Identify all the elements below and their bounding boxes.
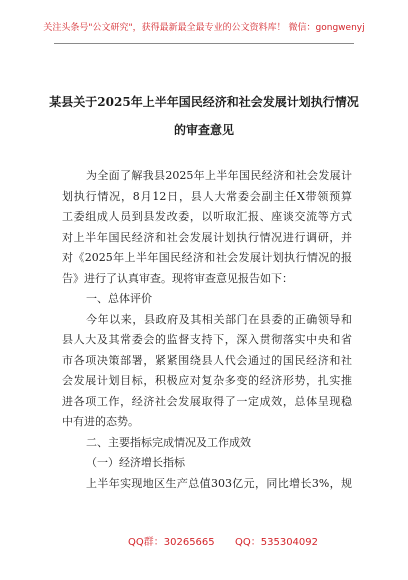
paragraph-line: 中有进的态势。 xyxy=(62,415,139,428)
paragraph-line: 告》进行了认真审查。现将审查意见报告如下： xyxy=(62,271,293,285)
header-promo-note: 关注头条号"公文研究"，获得最新最全最专业的公文资料库！ 微信：gongwenyj xyxy=(43,23,365,33)
paragraph-line: 为全面了解我县2025年上半年国民经济和社会发展计 xyxy=(86,169,352,182)
footer-qq-number: QQ：535304092 xyxy=(235,537,319,548)
paragraph-line: 进各项工作，经济社会发展取得了一定成效，总体呈现稳 xyxy=(62,394,352,408)
paragraph-line: 上半年实现地区生产总值303亿元，同比增长3%，规 xyxy=(86,476,352,490)
document-title-line-1: 某县关于2025年上半年国民经济和社会发展计划执行情况 xyxy=(49,95,359,109)
paragraph-line: 对《2025年上半年国民经济和社会发展计划执行情况的报 xyxy=(62,251,352,264)
paragraph-line: 划执行情况，8月12日，县人大常委会副主任X带领预算 xyxy=(62,189,352,203)
header-divider xyxy=(54,43,354,44)
paragraph-line: 会发展计划目标，积极应对复杂多变的经济形势，扎实推 xyxy=(62,374,352,387)
paragraph-line: 今年以来，县政府及其相关部门在县委的正确领导和 xyxy=(86,312,352,326)
paragraph-line: 工委组成人员到县发改委，以听取汇报、座谈交流等方式 xyxy=(62,210,352,223)
document-title-line-2: 的审查意见 xyxy=(173,123,234,137)
paragraph-line: 市各项决策部署，紧紧围绕县人代会通过的国民经济和社 xyxy=(62,353,352,367)
section-heading-2: 二、主要指标完成情况及工作成效 xyxy=(86,435,251,449)
document-body xyxy=(62,166,352,494)
section-subheading-1: （一）经济增长指标 xyxy=(86,456,185,469)
footer-qq-group: QQ群：30265665 xyxy=(128,537,215,548)
paragraph-line: 对上半年国民经济和社会发展计划执行情况进行调研，并 xyxy=(62,230,352,244)
paragraph-line: 县人大及其常委会的监督支持下，深入贯彻落实中央和省 xyxy=(62,333,352,346)
section-heading-1: 一、总体评价 xyxy=(86,292,152,305)
